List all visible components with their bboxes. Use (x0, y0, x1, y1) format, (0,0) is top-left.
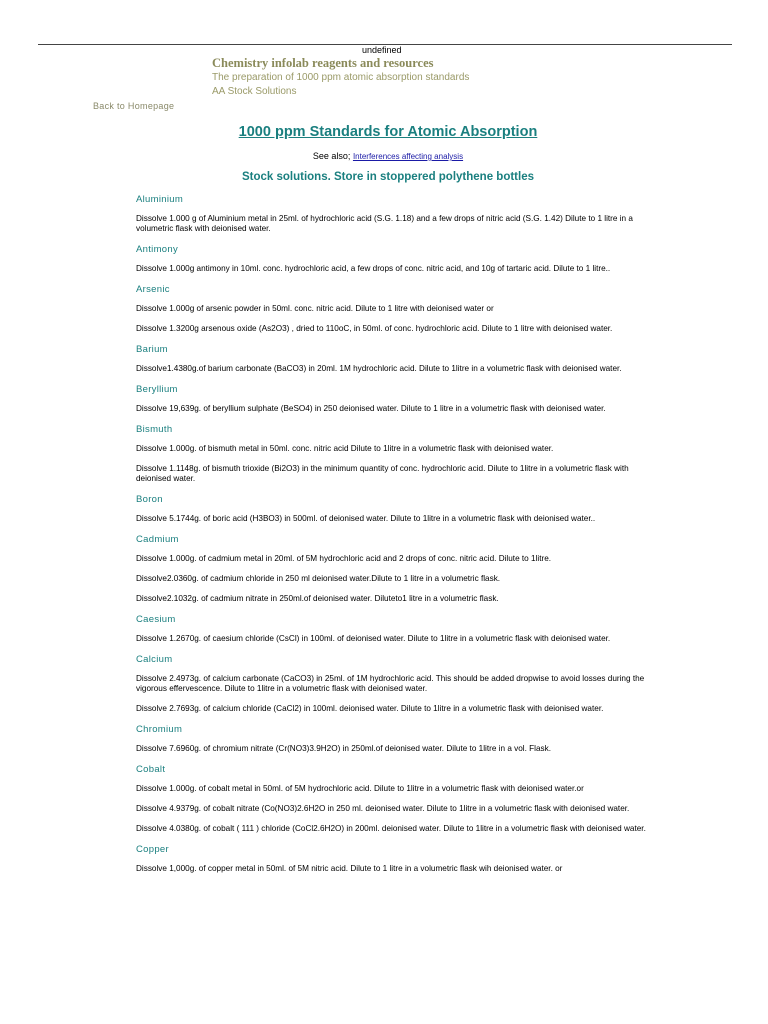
page-subtitle: The preparation of 1000 ppm atomic absorption standards (212, 72, 470, 83)
preparation-instruction: Dissolve 1,000g. of copper metal in 50ml. of 5M nitric acid. Dilute to 1 litre in a volumetric flask wih deionised water. or (136, 864, 563, 873)
element-block-caesium (136, 613, 646, 644)
element-block-bismuth (136, 423, 646, 484)
preparation-instruction: Dissolve 2.7693g. of calcium chloride (CaCl2) in 100ml. deionised water. Dilute to 1litre in a volumetric flask with deionised water. (136, 704, 604, 713)
preparation-instruction: Dissolve 1.000 g of Aluminium metal in 25ml. of hydrochloric acid (S.G. 1.18) and a few drops of nitric acid (S.G. 1.42) Dilute to 1 litre in a volumetric flask with deionised water. (136, 214, 633, 233)
element-name: Copper (136, 844, 169, 855)
undefined-label: undefined (362, 45, 402, 55)
page-subtitle-secondary: AA Stock Solutions (212, 86, 297, 97)
element-block-beryllium (136, 383, 646, 414)
element-block-chromium (136, 723, 646, 754)
section-heading: Stock solutions. Store in stoppered polythene bottles (241, 171, 534, 183)
element-name: Bismuth (136, 424, 173, 435)
element-list (136, 193, 646, 883)
preparation-instruction: Dissolve 1.000g. of cadmium metal in 20ml. of 5M hydrochloric acid and 2 drops of conc. nitric acid. Dilute to 1litre. (136, 554, 552, 563)
preparation-instruction: Dissolve 4.9379g. of cobalt nitrate (Co(NO3)2.6H2O in 250 ml. deionised water. Dilute to 1litre in a volumetric flask with deionised water. (136, 804, 630, 813)
element-name: Cadmium (136, 534, 179, 545)
element-block-calcium (136, 653, 646, 714)
element-block-cobalt (136, 763, 646, 834)
preparation-instruction: Dissolve 1.000g. of bismuth metal in 50ml. conc. nitric acid Dilute to 1litre in a volumetric flask with deionised water. (136, 444, 554, 453)
preparation-instruction: Dissolve2.0360g. of cadmium chloride in 250 ml deionised water.Dilute to 1 litre in a volumetric flask. (136, 574, 501, 583)
element-block-arsenic (136, 283, 646, 334)
preparation-instruction: Dissolve1.4380g.of barium carbonate (BaCO3) in 20ml. 1M hydrochloric acid. Dilute to 1litre in a volumetric flask with deionised water. (136, 364, 622, 373)
element-name: Arsenic (136, 284, 170, 295)
element-block-boron (136, 493, 646, 524)
element-block-copper (136, 843, 646, 874)
element-block-aluminium (136, 193, 646, 234)
element-name: Antimony (136, 244, 179, 255)
element-block-cadmium (136, 533, 646, 604)
site-title: Chemistry infolab reagents and resources (212, 56, 434, 70)
preparation-instruction: Dissolve 1.2670g. of caesium chloride (CsCl) in 100ml. of deionised water. Dilute to 1litre in a volumetric flask with deionised water. (136, 634, 611, 643)
element-name: Boron (136, 494, 163, 505)
element-block-barium (136, 343, 646, 374)
back-to-homepage-link[interactable]: Back to Homepage (93, 101, 175, 111)
element-block-antimony (136, 243, 646, 274)
preparation-instruction: Dissolve 2.4973g. of calcium carbonate (CaCO3) in 25ml. of 1M hydrochloric acid. This should be added dropwise to avoid losses during the vigorous effervescence. Dilute to 1litre in a volumetric flask with deionised water. (136, 674, 645, 693)
preparation-instruction: Dissolve 1.000g. of cobalt metal in 50ml. of 5M hydrochloric acid. Dilute to 1litre in a volumetric flask with deionised water.or (136, 784, 584, 793)
preparation-instruction: Dissolve 4.0380g. of cobalt ( 111 ) chloride (CoCl2.6H2O) in 200ml. deionised water. Dilute to 1litre in a volumetric flask with deionised water. (136, 824, 646, 833)
element-name: Calcium (136, 654, 173, 665)
element-name: Chromium (136, 724, 183, 735)
element-name: Caesium (136, 614, 176, 625)
preparation-instruction: Dissolve 1.000g of arsenic powder in 50ml. conc. nitric acid. Dilute to 1 litre with deionised water or (136, 304, 494, 313)
preparation-instruction: Dissolve 1.000g antimony in 10ml. conc. hydrochloric acid, a few drops of conc. nitric acid, and 10g of tartaric acid. Dilute to 1 litre.. (136, 264, 611, 273)
preparation-instruction: Dissolve2.1032g. of cadmium nitrate in 250ml.of deionised water. Diluteto1 litre in a volumetric flask. (136, 594, 499, 603)
preparation-instruction: Dissolve 1.1148g. of bismuth trioxide (Bi2O3) in the minimum quantity of conc. hydrochloric acid. Dilute to 1litre in a volumetric flask with deionised water. (136, 464, 629, 483)
interferences-link[interactable]: Interferences affecting analysis (352, 152, 464, 161)
page-title[interactable]: 1000 ppm Standards for Atomic Absorption (238, 124, 538, 140)
element-name: Cobalt (136, 764, 166, 775)
see-also-prefix: See also; (312, 151, 353, 161)
preparation-instruction: Dissolve 1.3200g arsenous oxide (As2O3) , dried to 110oC, in 50ml. of conc. hydrochloric acid. Dilute to 1 litre with deionised water. (136, 324, 613, 333)
element-name: Beryllium (136, 384, 178, 395)
see-also-line (0, 151, 768, 161)
element-name: Barium (136, 344, 168, 355)
element-name: Aluminium (136, 194, 184, 205)
preparation-instruction: Dissolve 7.6960g. of chromium nitrate (Cr(NO3)3.9H2O) in 250ml.of deionised water. Dilute to 1litre in a vol. Flask. (136, 744, 552, 753)
preparation-instruction: Dissolve 5.1744g. of boric acid (H3BO3) in 500ml. of deionised water. Dilute to 1litre in a volumetric flask with deionised water.. (136, 514, 596, 523)
preparation-instruction: Dissolve 19,639g. of beryllium sulphate (BeSO4) in 250 deionised water. Dilute to 1 litre in a volumetric flask with deionised water. (136, 404, 606, 413)
